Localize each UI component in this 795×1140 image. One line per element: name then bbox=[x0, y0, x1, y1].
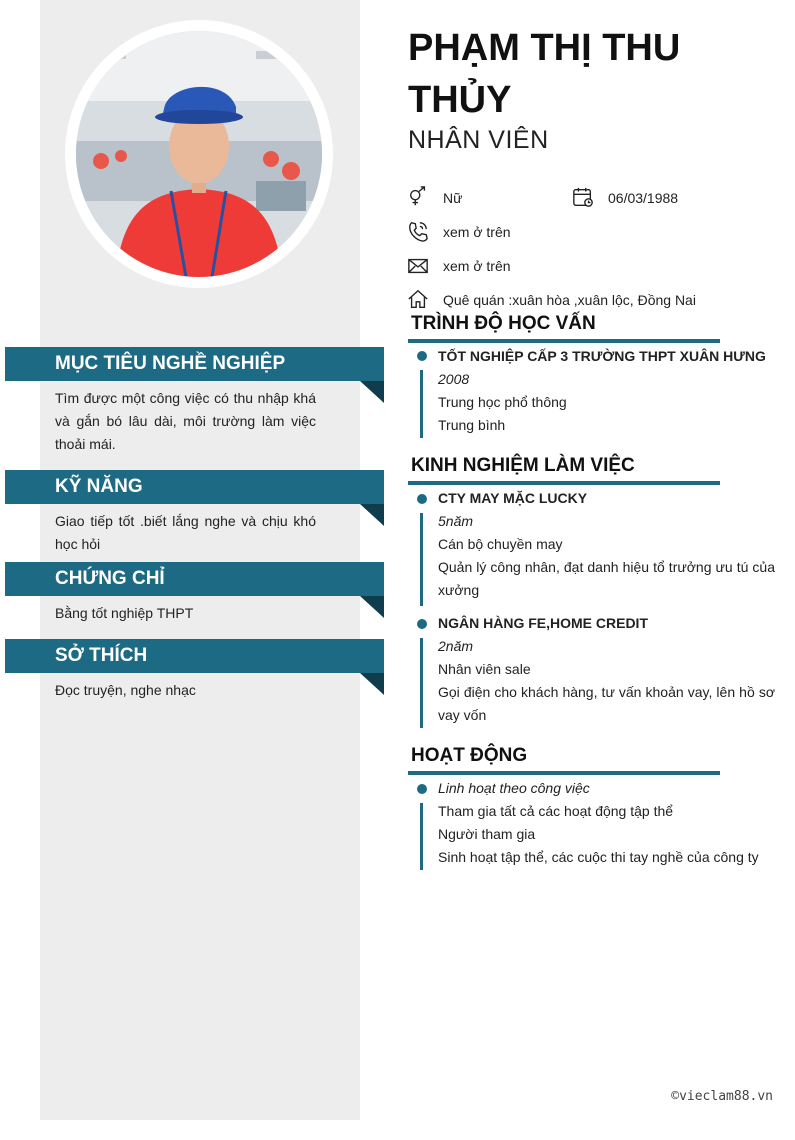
candidate-name: PHẠM THỊ THU THỦY bbox=[408, 27, 681, 121]
skills-text: Giao tiếp tốt .biết lắng nghe và chịu khó học hỏi bbox=[55, 513, 316, 552]
education-timeline-bar bbox=[420, 370, 423, 438]
gender-value: Nữ bbox=[443, 190, 463, 206]
certificates-heading: CHỨNG CHỈ bbox=[5, 562, 384, 596]
phone-value: xem ở trên bbox=[443, 224, 511, 240]
gender-icon bbox=[407, 186, 429, 208]
skills-heading: KỸ NĂNG bbox=[5, 470, 384, 504]
certificates-text: Bằng tốt nghiệp THPT bbox=[55, 605, 194, 621]
education-school: TỐT NGHIỆP CẤP 3 TRƯỜNG THPT XUÂN HƯNG bbox=[438, 348, 766, 364]
activity-name: Tham gia tất cả các hoạt động tập thể bbox=[438, 803, 674, 819]
job-bullet bbox=[417, 619, 427, 629]
job-timeline-bar bbox=[420, 638, 423, 728]
hobbies-heading: SỞ THÍCH bbox=[5, 639, 384, 673]
job-duration: 2năm bbox=[438, 638, 474, 654]
hobbies-banner-fold bbox=[360, 673, 384, 695]
job-role: Nhân viên sale bbox=[438, 661, 531, 677]
education-bullet bbox=[417, 351, 427, 361]
education-grade: Trung bình bbox=[438, 417, 506, 433]
hobbies-text: Đọc truyện, nghe nhạc bbox=[55, 682, 196, 698]
job-description: Quản lý công nhân, đạt danh hiệu tổ trưởng ưu tú của xưởng bbox=[438, 559, 775, 598]
job-timeline-bar bbox=[420, 513, 423, 606]
certificates-banner-fold bbox=[360, 596, 384, 618]
calendar-icon bbox=[572, 186, 594, 208]
birthdate-value: 06/03/1988 bbox=[608, 190, 679, 206]
activity-bullet bbox=[417, 784, 427, 794]
job-duration: 5năm bbox=[438, 513, 474, 529]
email-value: xem ở trên bbox=[443, 258, 511, 274]
activity-description: Sinh hoạt tập thể, các cuộc thi tay nghề của công ty bbox=[438, 849, 759, 865]
activities-divider bbox=[408, 771, 720, 775]
job-role: Cán bộ chuyền may bbox=[438, 536, 563, 552]
objective-banner-fold bbox=[360, 381, 384, 403]
candidate-position: NHÂN VIÊN bbox=[408, 126, 549, 154]
skills-banner-fold bbox=[360, 504, 384, 526]
avatar bbox=[76, 31, 322, 277]
activity-organization: Linh hoạt theo công việc bbox=[438, 780, 590, 796]
experience-heading: KINH NGHIỆM LÀM VIỆC bbox=[411, 455, 635, 476]
phone-icon bbox=[407, 220, 429, 242]
avatar-frame bbox=[65, 20, 333, 288]
job-description: Gọi điện cho khách hàng, tư vấn khoản vay, lên hồ sơ vay vốn bbox=[438, 684, 775, 723]
activities-heading: HOẠT ĐỘNG bbox=[411, 745, 528, 766]
watermark[interactable]: ©vieclam88.vn bbox=[671, 1089, 773, 1104]
education-year: 2008 bbox=[438, 371, 470, 387]
education-heading: TRÌNH ĐỘ HỌC VẤN bbox=[411, 313, 596, 334]
activity-role: Người tham gia bbox=[438, 826, 536, 842]
education-divider bbox=[408, 339, 720, 343]
objective-text: Tìm được một công việc có thu nhập khá và gắn bó lâu dài, môi trường làm việc thoải mái. bbox=[55, 390, 316, 452]
envelope-icon bbox=[407, 255, 429, 277]
experience-divider bbox=[408, 481, 720, 485]
education-level: Trung học phổ thông bbox=[438, 394, 567, 410]
home-icon bbox=[407, 288, 429, 310]
objective-heading: MỤC TIÊU NGHỀ NGHIỆP bbox=[5, 347, 384, 381]
address-value: Quê quán :xuân hòa ,xuân lộc, Đồng Nai bbox=[443, 292, 696, 308]
activity-timeline-bar bbox=[420, 803, 423, 870]
job-company: CTY MAY MẶC LUCKY bbox=[438, 490, 588, 506]
job-company: NGÂN HÀNG FE,HOME CREDIT bbox=[438, 615, 648, 631]
job-bullet bbox=[417, 494, 427, 504]
